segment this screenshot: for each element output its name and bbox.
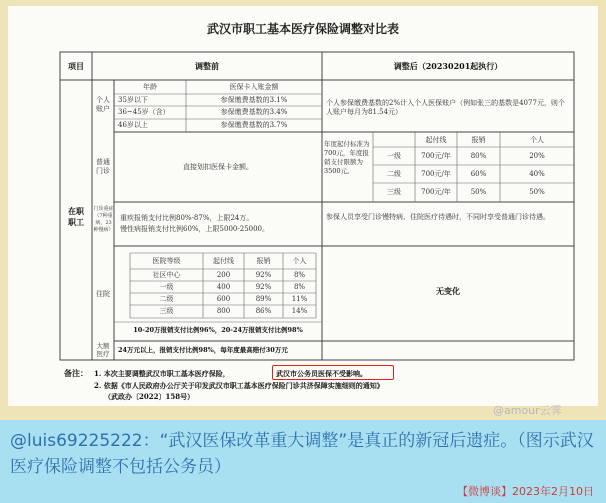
personal-rate-2: 参保缴费基数的3.4% — [220, 108, 288, 116]
inpatient-reimburse-2: 92% — [255, 283, 272, 291]
watermark: @amour云霁 — [493, 404, 562, 417]
personal-rate-3: 参保缴费基数的3.7% — [220, 121, 288, 129]
outpatient-threshold-2: 700元/年 — [421, 170, 451, 178]
personal-head-amount: 医保卡入账金额 — [229, 83, 279, 91]
highlight-box — [272, 365, 394, 380]
major-medical-label: 大额 医疗 — [96, 342, 110, 358]
inpatient-reimburse-1: 92% — [255, 271, 272, 279]
inpatient-threshold-4: 800 — [216, 307, 231, 315]
personal-age-1: 35岁以下 — [118, 96, 148, 104]
document-page — [8, 6, 598, 406]
note-3: （武政办〔2022〕158号） — [104, 392, 195, 401]
inpatient-reimburse-4: 86% — [255, 307, 272, 315]
outpatient-personal-2: 40% — [529, 170, 545, 178]
outpatient-reimburse-3: 50% — [470, 188, 487, 196]
chronic-before: 重疾报销支付比例80%-87%，上限24万。 慢性病报销支付比例60%，上限5000-25000。 — [120, 214, 270, 233]
inpatient-note: 10-20万报销支付比例96%，20-24万报销支付比例98% — [133, 326, 303, 334]
outpatient-cap: 年度起付标准为700元，年度报销支付限额为3500元。 — [324, 140, 370, 175]
footer-source: 【微博谈】2023年2月10日 — [457, 485, 594, 498]
inpatient-threshold-2: 400 — [216, 283, 231, 291]
inpatient-level-1: 社区中心 — [152, 271, 181, 279]
outpatient-reimburse-2: 60% — [470, 170, 487, 178]
inpatient-level-4: 三级 — [159, 307, 174, 315]
inpatient-personal-2: 8% — [293, 283, 306, 291]
inpatient-personal-1: 8% — [293, 271, 306, 279]
caption-text: @luis69225222：“武汉医保改革重大调整”是真正的新冠后遗症。（图示武汉医疗保险调整不包括公务员） — [10, 431, 594, 477]
document-title: 武汉市职工基本医疗保险调整对比表 — [206, 22, 399, 36]
note-2: 2. 依据《市人民政府办公厅关于印发武汉市职工基本医疗保险门诊共济保障实施细则的通知》 — [94, 381, 384, 390]
note-label: 备注： — [64, 368, 88, 378]
personal-account-label: 个人 账户 — [96, 96, 110, 113]
personal-age-2: 36~45岁（含） — [118, 108, 170, 116]
inpatient-personal-4: 14% — [291, 307, 308, 315]
outpatient-threshold-3: 700元/年 — [421, 188, 451, 196]
personal-age-3: 46岁以上 — [118, 121, 148, 129]
outpatient-head-reimburse: 报销 — [471, 136, 486, 144]
inpatient-label: 住院 — [96, 290, 110, 298]
inpatient-head-level: 医院等级 — [152, 257, 181, 265]
outpatient-level-3: 三级 — [387, 188, 401, 196]
inpatient-head-threshold: 起付线 — [213, 257, 234, 265]
outpatient-head-personal: 个人 — [530, 136, 544, 144]
header-before: 调整前 — [195, 61, 219, 71]
outpatient-personal-1: 20% — [529, 152, 545, 160]
major-medical-before: 24万元以上，报销支付比例98%，每年度最高赔付30万元 — [118, 346, 288, 354]
personal-rate-1: 参保缴费基数的3.1% — [220, 96, 288, 104]
outpatient-personal-3: 50% — [529, 188, 545, 196]
outpatient-before: 直接划扣医保卡金额。 — [183, 163, 253, 171]
outpatient-reimburse-1: 80% — [470, 152, 487, 160]
inpatient-after: 无变化 — [436, 286, 460, 296]
inpatient-head-reimburse: 报销 — [256, 257, 271, 265]
inpatient-level-3: 二级 — [159, 295, 174, 303]
inpatient-head-personal: 个人 — [292, 257, 307, 265]
inpatient-reimburse-3: 89% — [255, 295, 272, 303]
header-after: 调整后（20230201起执行） — [393, 61, 503, 71]
personal-head-age: 年龄 — [143, 83, 157, 91]
outpatient-level-2: 二级 — [387, 170, 401, 178]
note-1-highlight: 武汉市公务员医保不受影响。 — [276, 369, 367, 378]
note-1: 1. 本次主要调整武汉市职工基本医疗保险， — [94, 369, 230, 378]
header-item: 项目 — [68, 61, 84, 71]
inpatient-threshold-3: 600 — [216, 295, 231, 303]
chronic-after: 参保人员享受门诊慢特病、住院医疗待遇时，不同时享受普通门诊待遇。 — [326, 213, 550, 221]
inpatient-threshold-1: 200 — [216, 271, 231, 279]
outpatient-label: 普通 门诊 — [96, 158, 110, 175]
outpatient-level-1: 一级 — [387, 152, 401, 160]
chronic-label: 门诊重症（7种重病，23种慢病） — [93, 206, 114, 233]
group-label: 在职 职工 — [68, 206, 84, 227]
outpatient-threshold-1: 700元/年 — [421, 152, 451, 160]
personal-account-after: 个人参保缴费基数的2%计入个人医保账户（例如张三的基数是4077元，则个人账户每月为81.54元） — [326, 99, 565, 116]
outpatient-head-threshold: 起付线 — [425, 136, 447, 144]
inpatient-level-2: 一级 — [159, 283, 174, 291]
inpatient-personal-3: 11% — [291, 295, 308, 303]
